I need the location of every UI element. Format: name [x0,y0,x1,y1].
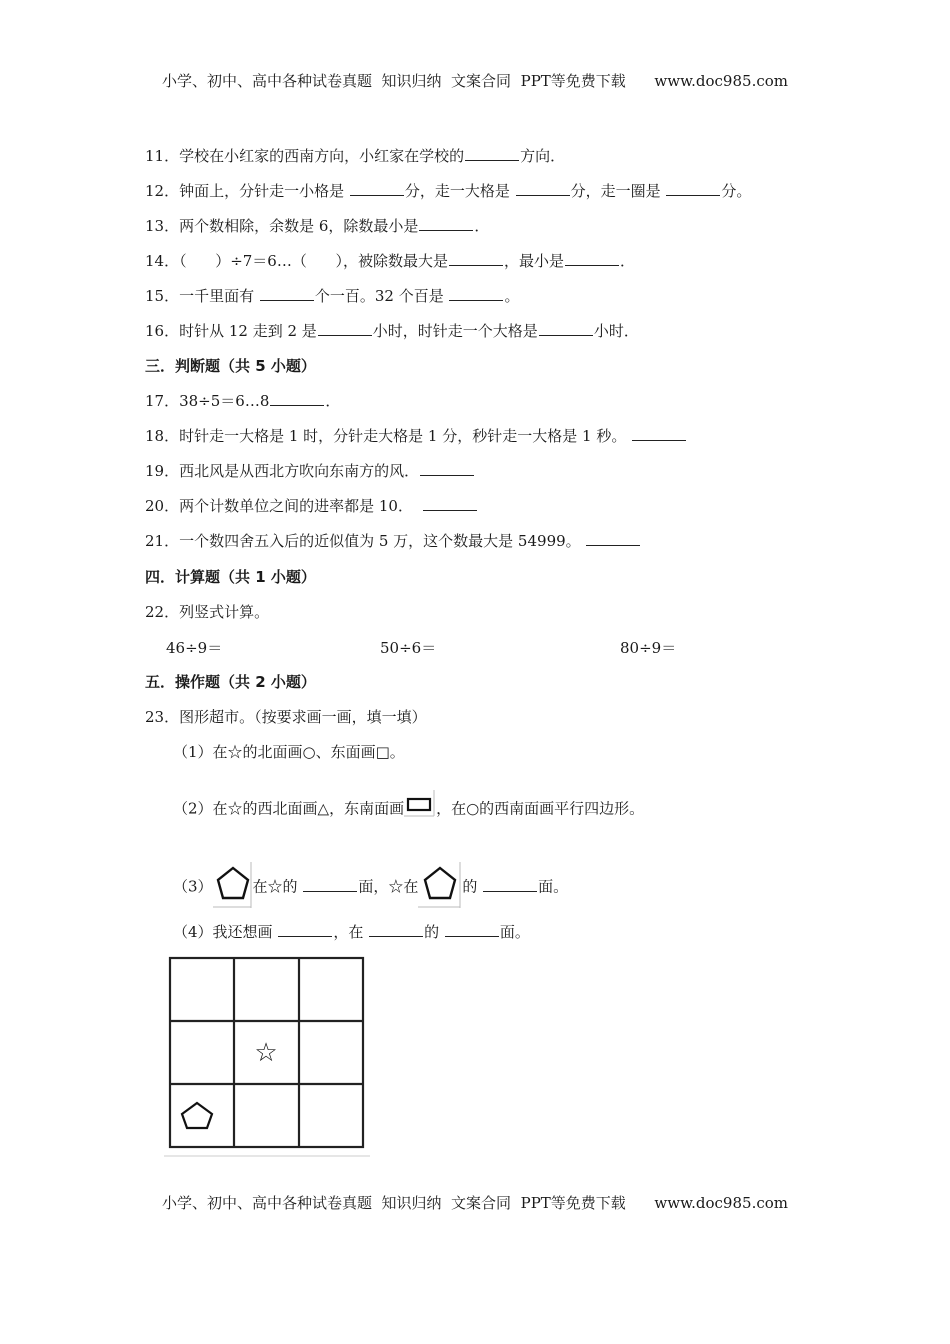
answer-blank[interactable] [465,146,519,161]
question-19: 19．西北风是从西北方吹向东南方的风． [145,461,475,481]
question-23-part-4: （4）我还想画 ，在 的 面。 [173,923,530,941]
question-11: 11．学校在小红家的西南方向，小红家在学校的 方向． [145,147,566,165]
answer-blank[interactable] [516,181,570,196]
answer-blank[interactable] [483,877,537,892]
page-header: 小学、初中、高中各种试卷真题 知识归纳 文案合同 PPT等免费下载 www.doc985.com [161,72,788,90]
question-17: 17．38÷5＝6…8 ． [145,392,341,410]
answer-blank[interactable] [270,391,324,406]
question-22: 22．列竖式计算。 [145,603,270,621]
answer-blank[interactable] [369,922,423,937]
question-16: 16．时针从 12 走到 2 是 小时，时针走一个大格是 小时． [145,322,639,340]
question-23-part-1: （1）在☆的北面画○、东面画□。 [173,743,405,761]
calc-item-2: 50÷6＝ [380,639,437,657]
calc-item-3: 80÷9＝ [620,639,677,657]
question-20: 20．两个计数单位之间的进率都是 10． [145,496,478,516]
question-23-part-3: （3） 在☆的 面，☆在 的 面。 [173,862,568,913]
answer-blank[interactable] [423,496,477,511]
question-15: 15．一千里面有 个一百。32 个百是 。 [145,287,520,305]
pentagon-shape-icon [418,862,462,913]
star-icon[interactable]: ☆ [254,1038,278,1068]
answer-blank[interactable] [350,181,404,196]
pentagon-icon[interactable] [182,1103,212,1128]
question-23-part-2: （2）在☆的西北面画△，东南面画 ，在○的西南面画平行四边形。 [173,790,644,829]
direction-grid [162,950,374,1160]
question-18: 18．时针走一大格是 1 时，分针走大格是 1 分，秒针走一大格是 1 秒。 [145,426,687,446]
answer-blank[interactable] [449,286,503,301]
answer-blank[interactable] [666,181,720,196]
section-4-title: 四．计算题（共 1 小题） [145,568,316,586]
section-5-title: 五．操作题（共 2 小题） [145,673,316,691]
calc-item-1: 46÷9＝ [166,639,223,657]
question-23: 23．图形超市。（按要求画一画，填一填） [145,708,427,726]
answer-blank[interactable] [586,531,640,546]
answer-blank[interactable] [445,922,499,937]
page-footer: 小学、初中、高中各种试卷真题 知识归纳 文案合同 PPT等免费下载 www.doc985.com [161,1194,788,1212]
question-21: 21．一个数四舍五入后的近似值为 5 万，这个数最大是 54999。 [145,531,641,551]
answer-blank[interactable] [565,251,619,266]
answer-blank[interactable] [632,426,686,441]
question-14: 14．（ ）÷7＝6…（ ），被除数最大是 ，最小是 ． [145,252,635,270]
answer-blank[interactable] [419,216,473,231]
answer-blank[interactable] [303,877,357,892]
answer-blank[interactable] [420,461,474,476]
rectangle-shape-icon [404,790,436,829]
answer-blank[interactable] [260,286,314,301]
question-12: 12．钟面上，分针走一小格是 分，走一大格是 分，走一圈是 分。 [145,182,752,200]
answer-blank[interactable] [449,251,503,266]
answer-blank[interactable] [539,321,593,336]
section-3-title: 三．判断题（共 5 小题） [145,357,316,375]
answer-blank[interactable] [278,922,332,937]
answer-blank[interactable] [318,321,372,336]
pentagon-shape-icon [213,862,253,913]
question-13: 13．两个数相除，余数是 6，除数最小是 ． [145,217,490,235]
